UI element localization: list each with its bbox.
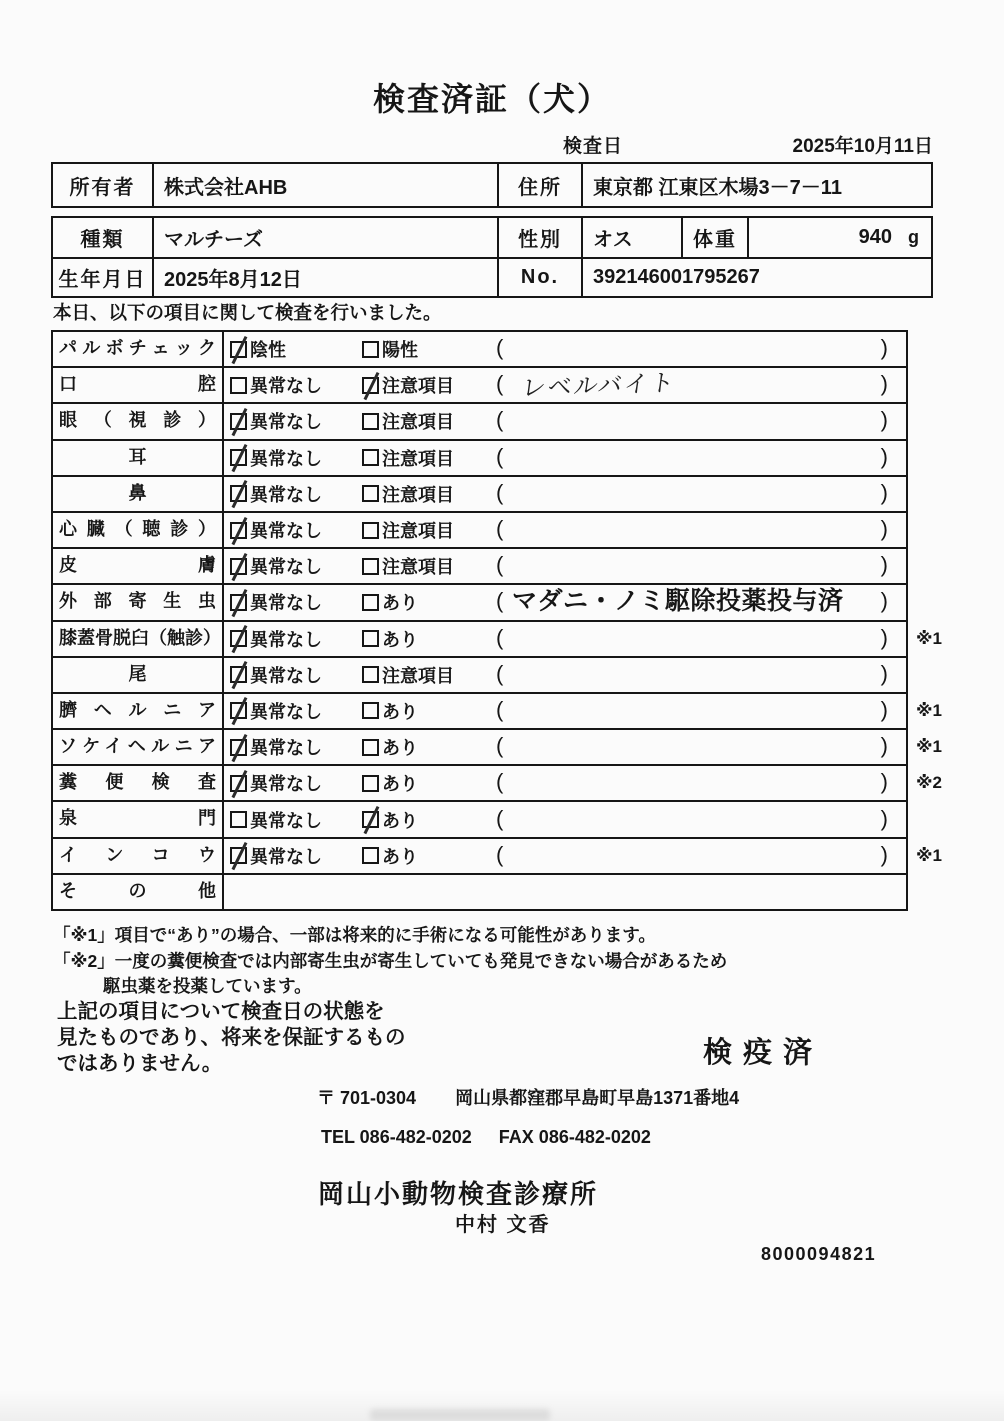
checklist-row [53,730,942,766]
owner-label: 所有者 [69,176,136,199]
checklist-option-1 [230,658,322,692]
checkbox-icon [230,811,247,828]
checklist-row-value: マダニ・ノミ駆除投薬投与済 [512,587,844,616]
paren-open: ( [496,443,504,469]
checklist-item-label: その他 [53,875,224,909]
checklist-item-label: 臍ヘルニア [53,694,224,728]
clinic-address: 岡山県都窪郡早島町早島1371番地4 [455,1088,740,1108]
checkbox-icon [230,558,247,575]
checklist-row [53,477,906,513]
checklist-row-content [224,549,906,583]
inspection-date-label: 検査日 [563,136,624,157]
paren-close: ) [880,769,888,795]
inspection-date-value: 2025年10月11日 [792,136,933,157]
checklist-item-label: 糞便検査 [53,766,224,800]
checkbox-icon [362,702,379,719]
option-1-label: 異常なし [250,846,322,867]
checklist-option-2 [362,802,418,836]
checklist-row-content [224,332,906,366]
paren-close: ) [880,733,888,759]
checklist-option-1 [230,513,322,547]
clinic-postal-code: 〒 701-0304 [317,1088,417,1108]
checklist-row [53,658,906,694]
checklist-row [53,513,906,549]
checklist-option-2 [362,404,454,438]
checkbox-icon [362,775,379,792]
checklist-option-1 [230,802,322,836]
weight-unit: g [908,227,919,247]
checklist-table [51,330,942,911]
checklist-option-2 [362,622,418,656]
document-number: 8000094821 [761,1244,877,1264]
owner-table [51,162,933,208]
quarantine-stamp: 検疫済 [703,1037,824,1069]
checklist-item-label: 口腔 [53,368,224,402]
footnotes [53,923,727,1000]
checklist-option-2 [362,839,418,873]
checklist-row-content [224,658,906,692]
paren-open: ( [496,588,504,614]
paren-close: ) [880,805,888,831]
checklist-item-label: 鼻 [53,477,224,511]
option-1-label: 異常なし [250,376,322,397]
checklist-row-content [224,404,906,438]
checklist-option-1 [230,766,322,800]
checklist-row [53,802,906,838]
checklist-row-content [224,513,906,547]
sex-label: 性別 [497,218,581,257]
checklist-option-1 [230,332,286,366]
option-2-label: あり [382,701,418,722]
checklist-option-1 [230,549,322,583]
document-content [51,0,942,1421]
checklist-row-content [224,802,906,836]
checklist-row-content [224,694,906,728]
clinic-tel-fax [321,1127,651,1148]
checklist-item-label: 皮膚 [53,549,224,583]
paren-close: ) [880,660,888,686]
checklist-row [53,875,906,909]
checklist-row-content [224,441,906,475]
option-2-label: 注意項目 [382,376,454,397]
checklist-option-1 [230,441,322,475]
option-1-label: 異常なし [250,810,322,831]
checkbox-icon [230,377,247,394]
checklist-option-2 [362,658,454,692]
paren-close: ) [880,335,888,361]
checklist-item-label: 耳 [53,441,224,475]
checklist-option-1 [230,585,322,619]
checklist-item-label: 眼（視診） [53,404,224,438]
inspection-date-row [51,131,933,157]
checklist-option-1 [230,404,322,438]
checkbox-icon [230,630,247,647]
checklist-row [53,839,942,875]
paren-close: ) [880,407,888,433]
checklist-row [53,766,942,802]
paren-open: ( [496,371,504,397]
checklist-row [53,404,906,440]
option-1-label: 異常なし [250,774,322,795]
paren-close: ) [880,371,888,397]
paren-close: ) [880,443,888,469]
weight-label: 体重 [681,218,747,257]
checklist-option-2 [362,730,418,764]
option-1-label: 異常なし [250,629,322,650]
option-2-label: 注意項目 [382,665,454,686]
checklist-option-2 [362,332,418,366]
disclaimer-text [57,999,406,1077]
clinic-tel: TEL 086-482-0202 [321,1127,472,1147]
paren-close: ) [880,479,888,505]
option-1-label: 異常なし [250,738,322,759]
checkbox-icon [230,847,247,864]
checklist-row-content [224,839,906,873]
disclaimer-line-1: 上記の項目について検査日の状態を [57,1000,385,1023]
checklist-row [53,441,906,477]
clinic-postal-address [317,1084,739,1110]
checklist-option-2 [362,766,418,800]
no-value: 392146001795267 [581,257,931,296]
footnote-marker: ※1 [916,628,942,648]
checklist-option-2 [362,441,454,475]
paren-close: ) [880,588,888,614]
checkbox-icon [230,341,247,358]
option-1-label: 異常なし [250,593,322,614]
address-value: 東京都 江東区木場3－7－11 [581,164,931,206]
checklist-row-content [224,730,906,764]
checkbox-icon [362,522,379,539]
checkbox-icon [230,775,247,792]
footnote-marker: ※1 [916,845,942,865]
checkbox-icon [230,739,247,756]
checkbox-icon [362,449,379,466]
paren-open: ( [496,805,504,831]
weight-value [747,218,931,257]
footnote-2-continuation: 駆虫薬を投薬しています。 [103,976,312,996]
checklist-item-label: 膝蓋骨脱臼（触診） [53,622,224,656]
checkbox-icon [362,666,379,683]
checklist-item-label: 尾 [53,658,224,692]
checkbox-icon [362,594,379,611]
checklist-item-label: インコウ [53,839,224,873]
checklist-row-content [224,585,906,619]
footnote-marker: ※1 [916,700,942,720]
checklist-option-2 [362,549,454,583]
checklist-row-content [224,622,906,656]
paren-open: ( [496,733,504,759]
paren-open: ( [496,407,504,433]
checkbox-icon [230,666,247,683]
option-2-label: あり [382,774,418,795]
checkbox-icon [362,630,379,647]
checklist-row [53,549,906,585]
checkbox-icon [230,594,247,611]
checkbox-icon [362,341,379,358]
checklist-item-label: 心臓（聴診） [53,513,224,547]
footnote-2: 「※2」一度の糞便検査では内部寄生虫が寄生していても発見できない場合があるため [53,950,728,971]
breed-label: 種類 [80,229,125,251]
checklist-row [53,368,906,404]
option-2-label: あり [382,593,418,614]
option-2-label: あり [382,810,418,831]
owner-value: 株式会社AHB [152,164,497,206]
checkbox-icon [230,413,247,430]
checklist-item-label: 外部寄生虫 [53,585,224,619]
checkbox-icon [362,558,379,575]
pet-info-table [51,216,933,298]
weight-number: 940 [858,226,892,248]
clinic-fax: FAX 086-482-0202 [498,1127,651,1147]
option-1-label: 異常なし [250,448,322,469]
paren-open: ( [496,696,504,722]
address-label: 住所 [497,164,581,206]
paren-open: ( [496,479,504,505]
option-2-label: 注意項目 [382,484,454,505]
checkbox-icon [362,739,379,756]
checkbox-icon [362,413,379,430]
clinic-name: 岡山小動物検査診療所 [318,1179,599,1209]
checkbox-icon [362,485,379,502]
option-2-label: あり [382,846,418,867]
scan-artifact-smudge [370,1409,550,1421]
birth-label: 生年月日 [53,257,152,296]
footnote-marker: ※2 [916,773,942,793]
checklist-item-label: 泉門 [53,802,224,836]
paren-close: ) [880,696,888,722]
paren-close: ) [880,552,888,578]
option-1-label: 異常なし [250,557,322,578]
footnote-marker: ※1 [916,737,942,757]
checkbox-icon [362,811,379,828]
checklist-option-2 [362,694,418,728]
checklist-option-2 [362,513,454,547]
option-1-label: 異常なし [250,484,322,505]
checklist-option-1 [230,622,322,656]
checklist-row [53,585,906,621]
checklist-item-label: ソケイヘルニア [53,730,224,764]
option-1-label: 異常なし [250,412,322,433]
option-2-label: 陽性 [382,340,418,361]
checklist-option-1 [230,368,322,402]
paren-open: ( [496,660,504,686]
checklist-option-1 [230,477,322,511]
page-title: 検査済証（犬） [372,81,611,117]
paren-open: ( [496,552,504,578]
checklist-row-content [224,875,906,909]
checklist-row-content [224,368,906,402]
paren-open: ( [496,841,504,867]
disclaimer-line-2: 見たものであり、将来を保証するもの [57,1026,406,1049]
clinic-person-name: 中村 文香 [455,1214,551,1236]
paren-close: ) [880,841,888,867]
checkbox-icon [230,449,247,466]
disclaimer-line-3: ではありません。 [57,1052,223,1075]
paren-close: ) [880,624,888,650]
paren-open: ( [496,335,504,361]
checklist-option-1 [230,730,322,764]
paren-close: ) [880,515,888,541]
option-2-label: 注意項目 [382,557,454,578]
checklist-row-value: レベルバイト [520,369,678,403]
option-1-label: 異常なし [250,521,322,542]
option-1-label: 異常なし [250,701,322,722]
paren-open: ( [496,769,504,795]
footnote-1: 「※1」項目で“あり”の場合、一部は将来的に手術になる可能性があります。 [53,925,656,945]
checkbox-icon [230,702,247,719]
checkbox-icon [230,522,247,539]
checklist-row [53,622,942,658]
paren-open: ( [496,624,504,650]
checklist-row-content [224,477,906,511]
no-label: No. [497,257,581,296]
checklist-option-1 [230,839,322,873]
breed-value: マルチーズ [152,218,497,257]
checklist-item-label: パルボチェック [53,332,224,366]
intro-text: 本日、以下の項目に関して検査を行いました。 [53,302,442,323]
paren-open: ( [496,515,504,541]
checklist-row [53,694,942,730]
option-2-label: 注意項目 [382,412,454,433]
option-2-label: 注意項目 [382,521,454,542]
checkbox-icon [230,485,247,502]
checklist-option-2 [362,585,418,619]
checklist-option-2 [362,368,454,402]
checklist-row [53,332,906,368]
checkbox-icon [362,377,379,394]
checklist-row-content [224,766,906,800]
option-2-label: 注意項目 [382,448,454,469]
birth-value: 2025年8月12日 [152,257,497,296]
checkbox-icon [362,847,379,864]
sex-value: オス [581,218,681,257]
option-1-label: 陰性 [250,340,286,361]
option-2-label: あり [382,629,418,650]
option-2-label: あり [382,738,418,759]
checklist-option-1 [230,694,322,728]
option-1-label: 異常なし [250,665,322,686]
checklist-option-2 [362,477,454,511]
